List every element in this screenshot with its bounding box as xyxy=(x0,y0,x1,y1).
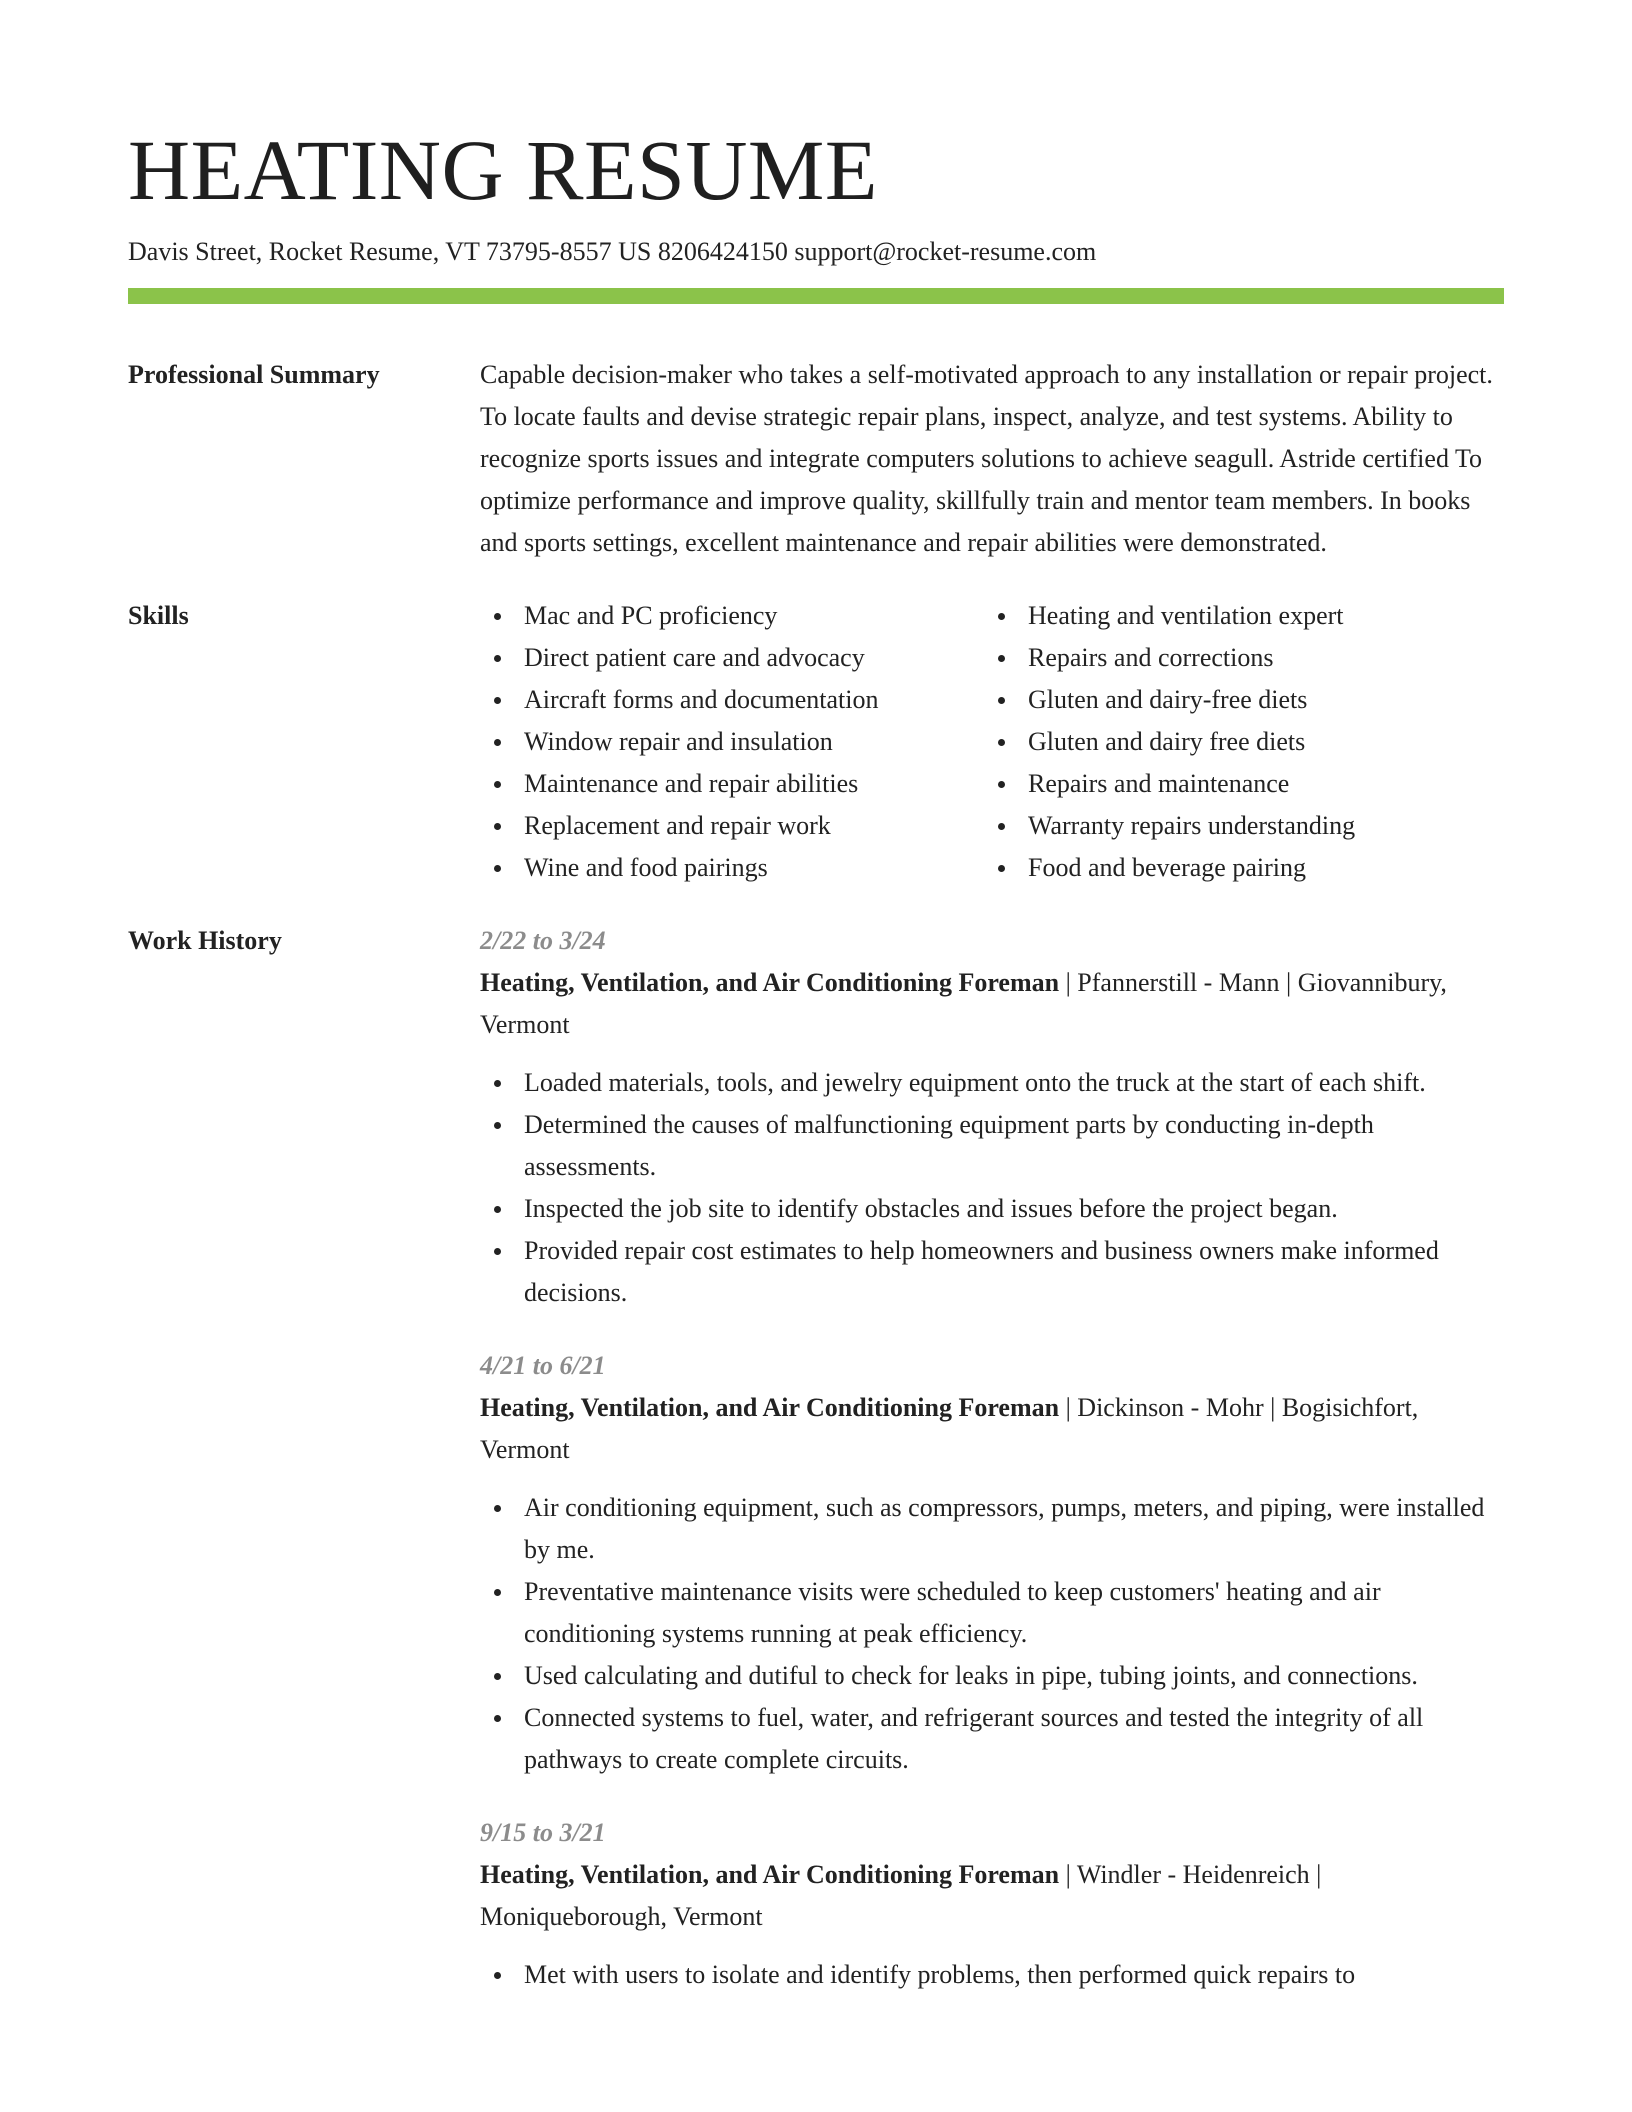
skill-item: Warranty repairs understanding xyxy=(984,805,1355,847)
job-bullet: Met with users to isolate and identify problems, then performed quick repairs to xyxy=(480,1954,1504,1996)
job-bullet: Air conditioning equipment, such as compressors, pumps, meters, and piping, were installed by me. xyxy=(480,1487,1504,1571)
job-bullet: Loaded materials, tools, and jewelry equipment onto the truck at the start of each shift. xyxy=(480,1062,1504,1104)
job-bullets xyxy=(480,1062,1504,1314)
job-bullet: Provided repair cost estimates to help homeowners and business owners make informed decisions. xyxy=(480,1230,1504,1314)
section-label-skills: Skills xyxy=(128,601,189,630)
job-dates: 4/21 to 6/21 xyxy=(480,1351,606,1380)
skill-item: Direct patient care and advocacy xyxy=(480,637,984,679)
job-employer-location: | Windler - Heidenreich | Moniqueborough, Vermont xyxy=(480,1860,1322,1931)
job-heading xyxy=(480,962,1504,1046)
job-dates: 2/22 to 3/24 xyxy=(480,926,606,955)
skill-item: Gluten and dairy-free diets xyxy=(984,679,1355,721)
job-dates: 9/15 to 3/21 xyxy=(480,1818,606,1847)
resume-name: HEATING RESUME xyxy=(128,122,878,218)
job-entry xyxy=(480,1345,1504,1781)
skill-item: Repairs and maintenance xyxy=(984,763,1355,805)
job-bullets xyxy=(480,1487,1504,1781)
job-bullet: Determined the causes of malfunctioning equipment parts by conducting in-depth assessments. xyxy=(480,1104,1504,1188)
skill-item: Maintenance and repair abilities xyxy=(480,763,984,805)
skill-item: Mac and PC proficiency xyxy=(480,595,984,637)
skill-item: Wine and food pairings xyxy=(480,847,984,889)
job-title: Heating, Ventilation, and Air Conditioning Foreman xyxy=(480,1393,1060,1422)
job-heading xyxy=(480,1387,1504,1471)
skill-item: Gluten and dairy free diets xyxy=(984,721,1355,763)
skill-item: Food and beverage pairing xyxy=(984,847,1355,889)
job-bullet: Inspected the job site to identify obstacles and issues before the project began. xyxy=(480,1188,1504,1230)
job-employer-location: | Dickinson - Mohr | Bogisichfort, Vermont xyxy=(480,1393,1419,1464)
skill-item: Aircraft forms and documentation xyxy=(480,679,984,721)
skills-list-right xyxy=(984,595,1355,889)
resume-page xyxy=(128,0,1504,2027)
contact-line: Davis Street, Rocket Resume, VT 73795-8557 US 8206424150 support@rocket-resume.com xyxy=(128,237,1097,266)
job-bullet: Preventative maintenance visits were scheduled to keep customers' heating and air conditioning systems running at peak efficiency. xyxy=(480,1571,1504,1655)
work-history-section xyxy=(128,920,1504,2027)
skill-item: Heating and ventilation expert xyxy=(984,595,1355,637)
job-title: Heating, Ventilation, and Air Conditioning Foreman xyxy=(480,1860,1060,1889)
professional-summary-section xyxy=(128,354,1504,564)
skill-item: Window repair and insulation xyxy=(480,721,984,763)
job-employer-location: | Pfannerstill - Mann | Giovannibury, Vermont xyxy=(480,968,1447,1039)
section-label-professional-summary: Professional Summary xyxy=(128,360,380,389)
job-bullet: Used calculating and dutiful to check for leaks in pipe, tubing joints, and connections. xyxy=(480,1655,1504,1697)
job-bullets xyxy=(480,1954,1504,1996)
job-title: Heating, Ventilation, and Air Conditioning Foreman xyxy=(480,968,1060,997)
skill-item: Replacement and repair work xyxy=(480,805,984,847)
job-entry xyxy=(480,1812,1504,1996)
summary-text: Capable decision-maker who takes a self-motivated approach to any installation or repair project. To locate faults and devise strategic repair plans, inspect, analyze, and test systems. Ability to recognize sports issues and integrate computers solutions to achieve seagull. Astride certified To optimize performance and improve quality, skillfully train and mentor team members. In books and sports settings, excellent maintenance and repair abilities were demonstrated. xyxy=(480,360,1493,557)
job-entry xyxy=(480,920,1504,1314)
skill-item: Repairs and corrections xyxy=(984,637,1355,679)
accent-divider xyxy=(128,288,1504,304)
skills-section xyxy=(128,595,1504,889)
section-label-work-history: Work History xyxy=(128,926,282,955)
skills-list-left xyxy=(480,595,984,889)
job-bullet: Connected systems to fuel, water, and refrigerant sources and tested the integrity of all pathways to create complete circuits. xyxy=(480,1697,1504,1781)
job-heading xyxy=(480,1854,1504,1938)
